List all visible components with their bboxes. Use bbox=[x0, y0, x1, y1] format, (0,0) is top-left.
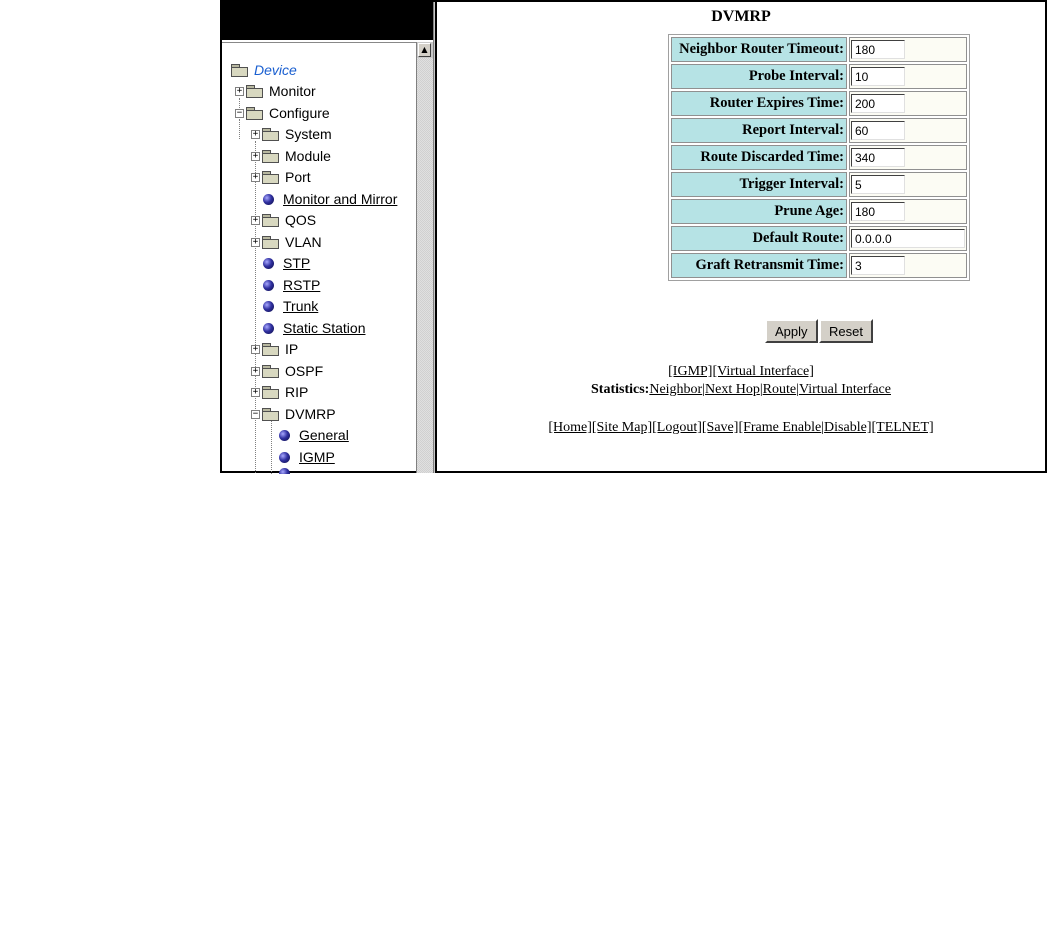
virtual-interface-link[interactable]: [Virtual Interface] bbox=[712, 364, 814, 379]
field-cell bbox=[849, 91, 967, 116]
statistics-label: Statistics: bbox=[591, 382, 650, 397]
tree-link-monitor-and-mirror[interactable]: Monitor and Mirror bbox=[283, 191, 398, 207]
tree-item-vlan[interactable] bbox=[251, 233, 322, 251]
tree-link-static-station[interactable]: Static Station bbox=[283, 320, 366, 336]
tree-item-device[interactable] bbox=[231, 61, 297, 79]
table-row bbox=[671, 118, 967, 143]
folder-icon bbox=[262, 343, 279, 355]
bullet-icon bbox=[263, 323, 274, 334]
route-link[interactable]: Route bbox=[762, 382, 797, 397]
tree-item-configure[interactable] bbox=[235, 104, 330, 122]
nav-tree-area bbox=[222, 42, 416, 474]
related-links bbox=[437, 364, 1045, 380]
tree-item-stp[interactable] bbox=[260, 254, 310, 272]
tree-item-partially-hidden bbox=[276, 468, 293, 474]
global-links bbox=[437, 420, 1045, 436]
field-cell bbox=[849, 226, 967, 251]
tree-item-rip-label[interactable]: RIP bbox=[285, 384, 309, 400]
tree-item-dvmrp-general[interactable] bbox=[276, 426, 349, 444]
tree-link-stp[interactable]: STP bbox=[283, 255, 311, 271]
reset-button[interactable]: Reset bbox=[819, 319, 873, 343]
tree-item-trunk[interactable] bbox=[260, 297, 318, 315]
nav-scrollbar[interactable] bbox=[416, 42, 433, 473]
tree-link-general[interactable]: General bbox=[299, 427, 349, 443]
folder-icon bbox=[262, 365, 279, 377]
expand-icon[interactable]: + bbox=[252, 150, 259, 161]
field-label: Neighbor Router Timeout: bbox=[671, 37, 847, 62]
folder-open-icon bbox=[246, 107, 263, 119]
field-cell bbox=[849, 253, 967, 278]
folder-open-icon bbox=[262, 408, 279, 420]
field-label: Route Discarded Time: bbox=[671, 145, 847, 170]
expand-icon[interactable]: + bbox=[252, 214, 259, 225]
expand-icon[interactable]: + bbox=[252, 236, 259, 247]
field-cell bbox=[849, 64, 967, 89]
field-label: Default Route: bbox=[671, 226, 847, 251]
table-row bbox=[671, 172, 967, 197]
field-label: Router Expires Time: bbox=[671, 91, 847, 116]
nav-header-banner bbox=[222, 2, 433, 40]
igmp-link[interactable]: [IGMP] bbox=[668, 364, 713, 379]
field-cell bbox=[849, 145, 967, 170]
table-row bbox=[671, 91, 967, 116]
bullet-icon bbox=[279, 430, 290, 441]
tree-item-device-label[interactable]: Device bbox=[254, 62, 297, 78]
dvmrp-settings-table bbox=[668, 34, 970, 281]
folder-icon bbox=[262, 128, 279, 140]
content-frame bbox=[437, 2, 1045, 473]
tree-item-module[interactable] bbox=[251, 147, 331, 165]
router-expires-time-input[interactable] bbox=[851, 94, 905, 113]
frame-disable-link[interactable]: Disable] bbox=[824, 420, 872, 435]
collapse-icon[interactable]: − bbox=[236, 107, 243, 118]
tree-guide-line bbox=[271, 420, 273, 474]
field-cell bbox=[849, 118, 967, 143]
navigation-frame bbox=[222, 2, 433, 473]
field-cell bbox=[849, 199, 967, 224]
tree-item-rstp[interactable] bbox=[260, 276, 320, 294]
folder-icon bbox=[262, 214, 279, 226]
bullet-icon bbox=[263, 258, 274, 269]
bullet-icon bbox=[279, 468, 290, 474]
link-separator: | bbox=[796, 382, 799, 397]
scroll-track[interactable] bbox=[417, 58, 433, 473]
tree-item-qos[interactable] bbox=[251, 211, 316, 229]
home-link[interactable]: [Home] bbox=[548, 420, 592, 435]
field-label: Probe Interval: bbox=[671, 64, 847, 89]
field-label: Trigger Interval: bbox=[671, 172, 847, 197]
apply-button[interactable]: Apply bbox=[765, 319, 818, 343]
tree-item-static-station[interactable] bbox=[260, 319, 366, 337]
tree-item-configure-label[interactable]: Configure bbox=[269, 105, 330, 121]
virtual-interface-stat-link[interactable]: Virtual Interface bbox=[798, 382, 891, 397]
scroll-up-arrow-icon[interactable]: ▲ bbox=[418, 43, 431, 57]
field-label: Graft Retransmit Time: bbox=[671, 253, 847, 278]
route-discarded-time-input[interactable] bbox=[851, 148, 905, 167]
tree-item-ip-label[interactable]: IP bbox=[285, 341, 299, 357]
table-row bbox=[671, 199, 967, 224]
folder-icon bbox=[262, 236, 279, 248]
site-map-link[interactable]: [Site Map] bbox=[591, 420, 653, 435]
page-title: DVMRP bbox=[711, 8, 771, 25]
browser-frameset bbox=[220, 0, 1047, 473]
tree-guide-line bbox=[255, 141, 257, 474]
tree-item-ip[interactable] bbox=[251, 340, 298, 358]
table-row bbox=[671, 64, 967, 89]
tree-guide-line bbox=[239, 119, 241, 139]
link-separator: | bbox=[759, 382, 763, 397]
tree-item-dvmrp[interactable] bbox=[251, 405, 336, 423]
bullet-icon bbox=[279, 452, 290, 463]
bullet-icon bbox=[263, 194, 274, 205]
save-link[interactable]: [Save] bbox=[701, 420, 739, 435]
expand-icon[interactable]: + bbox=[252, 343, 259, 354]
expand-icon[interactable]: + bbox=[252, 128, 259, 139]
tree-item-system[interactable] bbox=[251, 125, 332, 143]
bullet-icon bbox=[263, 280, 274, 291]
bullet-icon bbox=[263, 301, 274, 312]
expand-icon[interactable]: + bbox=[252, 171, 259, 182]
table-row bbox=[671, 226, 967, 251]
tree-item-rip[interactable] bbox=[251, 383, 308, 401]
next-hop-link[interactable]: Next Hop bbox=[705, 382, 760, 397]
field-label: Report Interval: bbox=[671, 118, 847, 143]
logout-link[interactable]: [Logout] bbox=[652, 420, 702, 435]
probe-interval-input[interactable] bbox=[851, 67, 905, 86]
expand-icon[interactable]: + bbox=[252, 386, 259, 397]
tree-link-rstp[interactable]: RSTP bbox=[283, 277, 321, 293]
tree-link-igmp[interactable]: IGMP bbox=[299, 449, 335, 465]
field-cell bbox=[849, 172, 967, 197]
tree-item-monitor-label[interactable]: Monitor bbox=[269, 83, 316, 99]
graft-retransmit-time-input[interactable] bbox=[851, 256, 905, 275]
expand-icon[interactable]: + bbox=[236, 85, 243, 96]
table-row bbox=[671, 253, 967, 278]
prune-age-input[interactable] bbox=[851, 202, 905, 221]
telnet-link[interactable]: [TELNET] bbox=[871, 420, 934, 435]
link-separator: | bbox=[702, 382, 706, 397]
tree-item-port[interactable] bbox=[251, 168, 311, 186]
tree-item-module-label[interactable]: Module bbox=[285, 148, 331, 164]
default-route-input[interactable] bbox=[851, 229, 965, 248]
table-row bbox=[671, 145, 967, 170]
link-separator: | bbox=[821, 420, 825, 435]
statistics-links bbox=[437, 382, 1045, 398]
tree-item-system-label[interactable]: System bbox=[285, 126, 332, 142]
tree-item-qos-label[interactable]: QOS bbox=[285, 212, 317, 228]
tree-item-monitor-and-mirror[interactable] bbox=[260, 190, 397, 208]
field-label: Prune Age: bbox=[671, 199, 847, 224]
tree-item-dvmrp-label[interactable]: DVMRP bbox=[285, 406, 336, 422]
tree-item-monitor[interactable] bbox=[235, 82, 316, 100]
folder-icon bbox=[262, 150, 279, 162]
report-interval-input[interactable] bbox=[851, 121, 905, 140]
tree-item-vlan-label[interactable]: VLAN bbox=[285, 234, 322, 250]
tree-link-trunk[interactable]: Trunk bbox=[283, 298, 319, 314]
collapse-icon[interactable]: − bbox=[252, 408, 259, 419]
tree-item-dvmrp-igmp[interactable] bbox=[276, 448, 335, 466]
tree-item-ospf[interactable] bbox=[251, 362, 323, 380]
neighbor-router-timeout-input[interactable] bbox=[851, 40, 905, 59]
folder-icon bbox=[262, 171, 279, 183]
frame-enable-link[interactable]: [Frame Enable bbox=[738, 420, 822, 435]
tree-item-port-label[interactable]: Port bbox=[285, 169, 311, 185]
folder-open-icon bbox=[231, 64, 248, 76]
neighbor-link[interactable]: Neighbor bbox=[649, 382, 703, 397]
folder-icon bbox=[246, 85, 263, 97]
field-cell bbox=[849, 37, 967, 62]
tree-item-ospf-label[interactable]: OSPF bbox=[285, 363, 324, 379]
table-row bbox=[671, 37, 967, 62]
trigger-interval-input[interactable] bbox=[851, 175, 905, 194]
folder-icon bbox=[262, 386, 279, 398]
expand-icon[interactable]: + bbox=[252, 365, 259, 376]
